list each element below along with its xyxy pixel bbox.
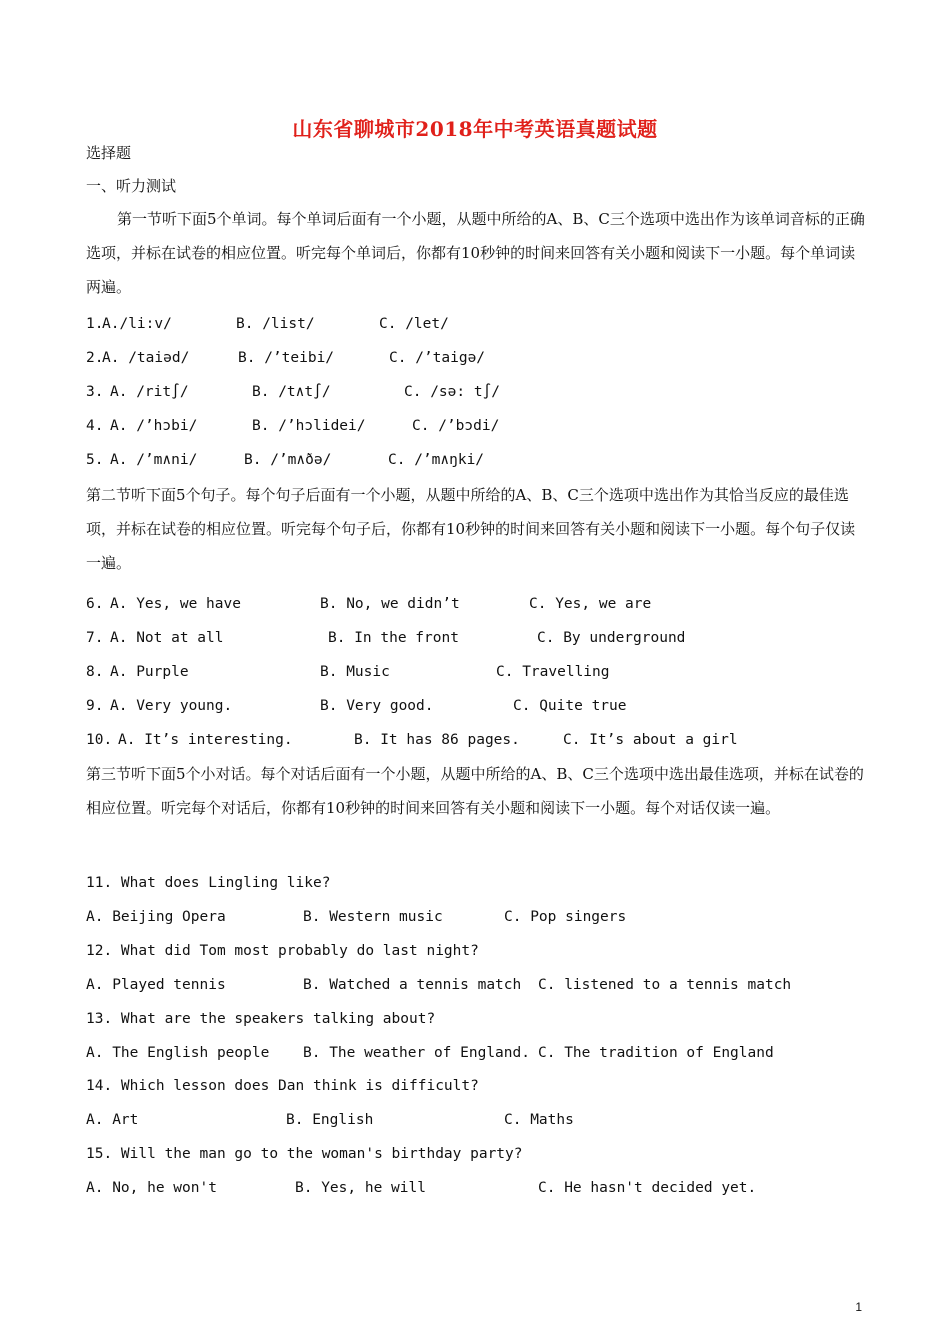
question-number: 5. — [86, 452, 104, 468]
option-a: A. Yes, we have — [110, 596, 241, 612]
option-c: C. listened to a tennis match — [538, 977, 792, 993]
option-c: C. Yes, we are — [529, 596, 652, 612]
option-c: C. The tradition of England — [538, 1045, 774, 1061]
option-b: B. /’hɔlidei/ — [252, 418, 366, 434]
question-number: 10. — [86, 732, 113, 748]
option-b: B. /’m∧ðə/ — [244, 452, 332, 468]
option-a: A. Art — [86, 1112, 139, 1128]
page-number: 1 — [855, 1300, 862, 1314]
option-b: B. Music — [320, 664, 390, 680]
option-c: C. /let/ — [379, 316, 449, 332]
option-a: A. Very young. — [110, 698, 233, 714]
option-a: A. Not at all — [110, 630, 224, 646]
section-label: 选择题 — [86, 144, 132, 162]
option-b: B. The weather of England. — [303, 1045, 530, 1061]
question-stem: 15. Will the man go to the woman's birthday party? — [86, 1146, 523, 1162]
question-number: 8. — [86, 664, 104, 680]
option-a: A. Played tennis — [86, 977, 226, 993]
option-a: A. /’m∧ni/ — [110, 452, 198, 468]
option-b: B. Yes, he will — [295, 1180, 426, 1196]
option-c: C. Travelling — [496, 664, 610, 680]
option-b: B. /t∧t∫/ — [252, 384, 331, 400]
section3-instructions: 第三节听下面5个小对话。每个对话后面有一个小题，从题中所给的A、B、C三个选项中选出最佳选项，并标在试卷的相应位置。听完每个对话后，你都有10秒钟的时间来回答有关小题和阅读下一小题。每个对话仅读一遍。 — [86, 765, 864, 817]
option-a: A./li:v/ — [102, 316, 172, 332]
option-a: A. /rit∫/ — [110, 384, 189, 400]
option-b: B. It has 86 pages. — [354, 732, 520, 748]
option-c: C. He hasn't decided yet. — [538, 1180, 757, 1196]
question-number: 7. — [86, 630, 104, 646]
option-c: C. By underground — [537, 630, 686, 646]
option-c: C. /’taigə/ — [389, 350, 486, 366]
option-b: B. Very good. — [320, 698, 434, 714]
option-b: B. Western music — [303, 909, 443, 925]
option-c: C. Maths — [504, 1112, 574, 1128]
option-b: B. Watched a tennis match — [303, 977, 522, 993]
option-b: B. /’teibi/ — [238, 350, 335, 366]
option-a: A. /’hɔbi/ — [110, 418, 198, 434]
option-c: C. /’bɔdi/ — [412, 418, 500, 434]
option-b: B. In the front — [328, 630, 459, 646]
question-number: 1. — [86, 316, 104, 332]
option-c: C. Pop singers — [504, 909, 627, 925]
question-number: 3. — [86, 384, 104, 400]
question-stem: 13. What are the speakers talking about? — [86, 1011, 436, 1027]
question-number: 9. — [86, 698, 104, 714]
option-c: C. It’s about a girl — [563, 732, 738, 748]
question-stem: 14. Which lesson does Dan think is difficult? — [86, 1078, 479, 1094]
part-label: 一、听力测试 — [86, 177, 177, 195]
option-c: C. Quite true — [513, 698, 627, 714]
option-c: C. /’m∧ŋki/ — [388, 452, 485, 468]
section2-instructions: 第二节听下面5个句子。每个句子后面有一个小题，从题中所给的A、B、C三个选项中选出作为其恰当反应的最佳选项，并标在试卷的相应位置。听完每个句子后，你都有10秒钟的时间来回答有关小题和阅读下一小题。每个句子仅读一遍。 — [86, 486, 856, 572]
question-stem: 11. What does Lingling like? — [86, 875, 331, 891]
option-a: A. /taiəd/ — [102, 350, 190, 366]
section1-instructions: 第一节听下面5个单词。每个单词后面有一个小题，从题中所给的A、B、C三个选项中选出作为该单词音标的正确选项，并标在试卷的相应位置。听完每个单词后，你都有10秒钟的时间来回答有关小题和阅读下一小题。每个单词读两遍。 — [86, 210, 865, 296]
question-number: 2. — [86, 350, 104, 366]
option-a: A. The English people — [86, 1045, 270, 1061]
option-a: A. Beijing Opera — [86, 909, 226, 925]
option-a: A. Purple — [110, 664, 189, 680]
option-a: A. It’s interesting. — [118, 732, 293, 748]
option-b: B. /list/ — [236, 316, 315, 332]
question-stem: 12. What did Tom most probably do last night? — [86, 943, 479, 959]
page-title: 山东省聊城市2018年中考英语真题试题 — [292, 117, 658, 141]
option-a: A. No, he won't — [86, 1180, 217, 1196]
option-b: B. No, we didn’t — [320, 596, 460, 612]
question-number: 6. — [86, 596, 104, 612]
question-number: 4. — [86, 418, 104, 434]
option-c: C. /sə: t∫/ — [404, 384, 501, 400]
option-b: B. English — [286, 1112, 374, 1128]
